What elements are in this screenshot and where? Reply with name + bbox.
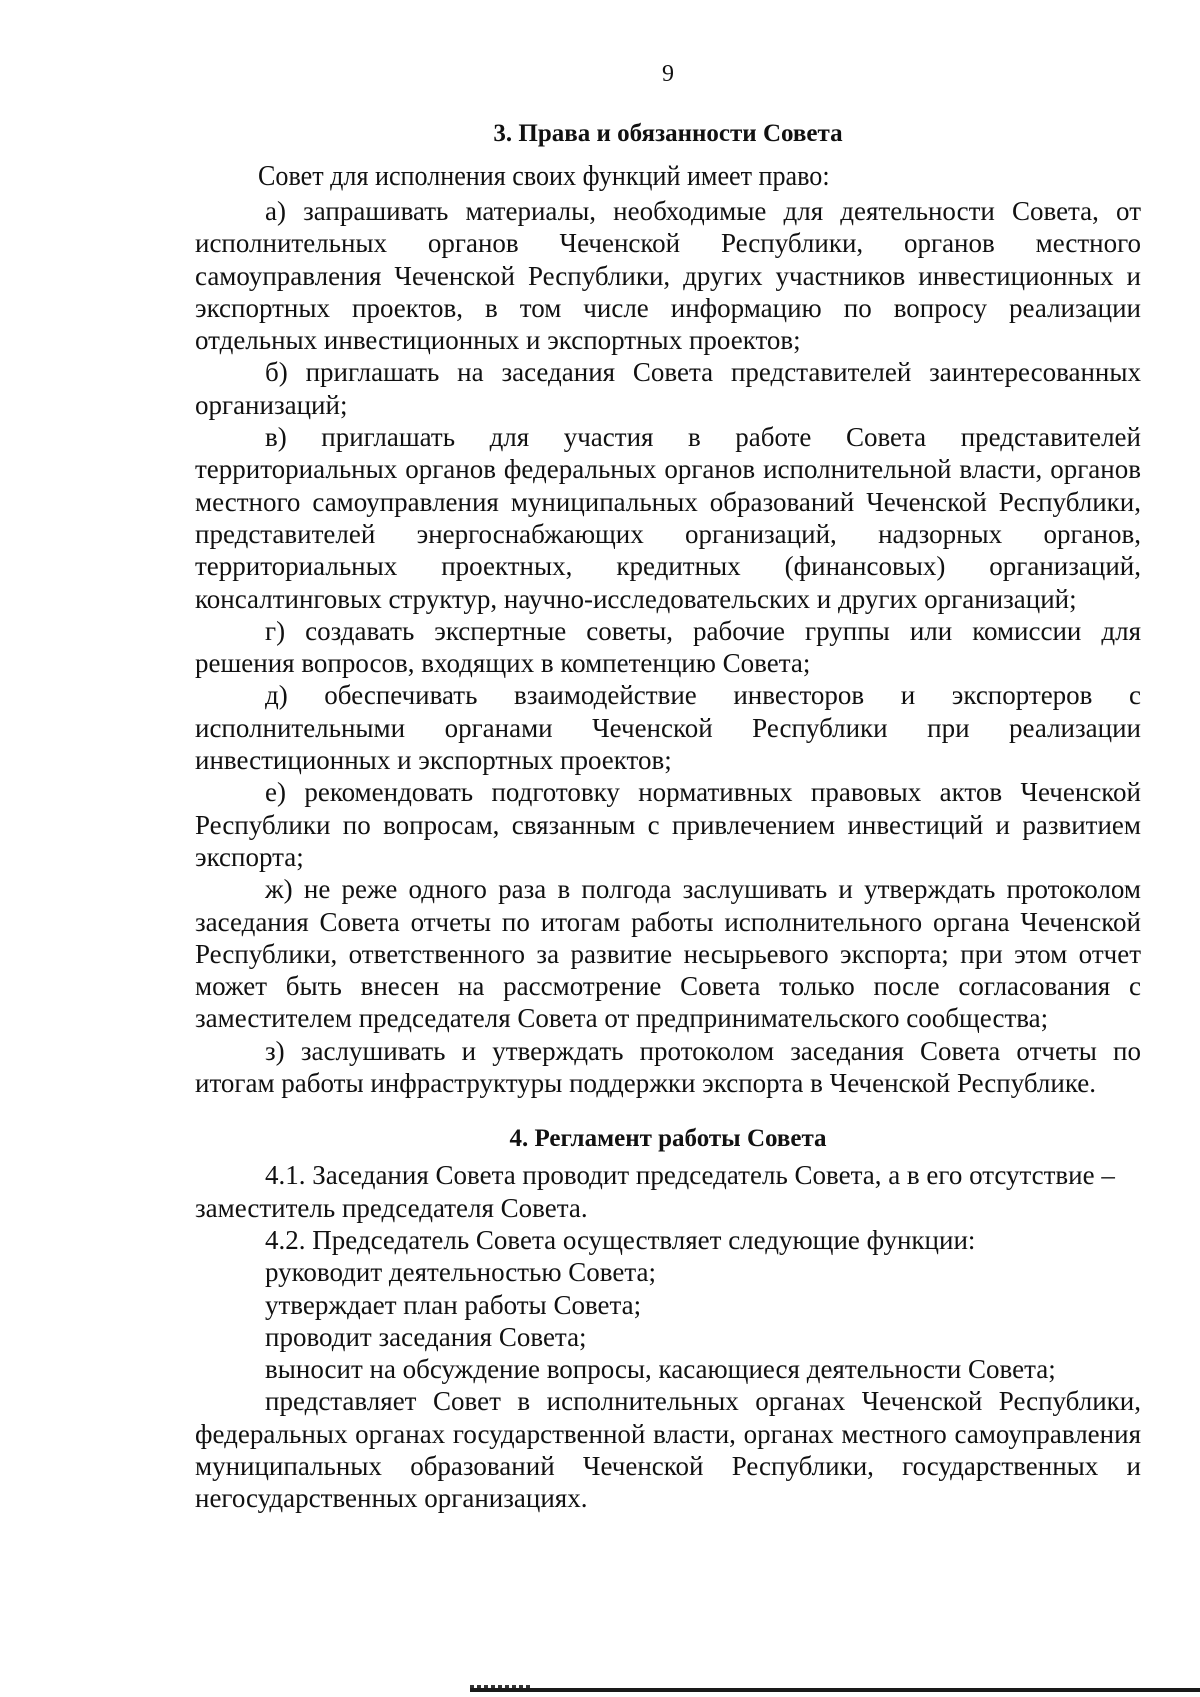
right-item-d: д) обеспечивать взаимодействие инвесторов и экспортеров с исполнительными органами Чеченской Республики при реализации инвестиционных и экспортных проектов; — [195, 680, 1141, 776]
chair-function-4: выносит на обсуждение вопросы, касающиеся деятельности Совета; — [265, 1354, 1056, 1385]
clause-4-1: 4.1. Заседания Совета проводит председатель Совета, а в его отсутствие – заместитель председателя Совета. — [195, 1160, 1115, 1223]
chair-function-5: представляет Совет в исполнительных органах Чеченской Республики, федеральных органах государственной власти, органах местного самоуправления муниципальных образований Чеченской Республики, государственных и негосударственных организациях. — [195, 1386, 1141, 1514]
right-item-g: г) создавать экспертные советы, рабочие группы или комиссии для решения вопросов, входящих в компетенцию Совета; — [195, 615, 1141, 679]
chair-function-1: руководит деятельностью Совета; — [265, 1257, 656, 1288]
right-item-zh: ж) не реже одного раза в полгода заслушивать и утверждать протоколом заседания Совета отчеты по итогам работы исполнительного органа Чеченской Республики, ответственного за развитие несырьевого экспорта; при этом отчет может быть внесен на рассмотрение Совета только после согласования с заместителем председателя Совета от предпринимательского сообщества; — [195, 874, 1141, 1034]
chair-function-3: проводит заседания Совета; — [265, 1321, 587, 1352]
right-item-e: е) рекомендовать подготовку нормативных правовых актов Чеченской Республики по вопросам, связанным с привлечением инвестиций и развитием экспорта; — [195, 777, 1141, 872]
scan-bottom-edge — [470, 1688, 1200, 1692]
section-4-heading: 4. Регламент работы Совета — [509, 1125, 827, 1153]
section-3-heading: 3. Права и обязанности Совета — [493, 120, 843, 147]
right-item-z: з) заслушивать и утверждать протоколом заседания Совета отчеты по итогам работы инфраструктуры поддержки экспорта в Чеченской Республике. — [195, 1035, 1141, 1099]
page-content — [195, 58, 1141, 1515]
chair-function-2: утверждает план работы Совета; — [265, 1289, 642, 1320]
clause-4-2: 4.2. Председатель Совета осуществляет следующие функции: — [265, 1224, 976, 1255]
page-number: 9 — [662, 61, 674, 87]
right-item-b: б) приглашать на заседания Совета представителей заинтересованных организаций; — [195, 357, 1141, 420]
right-item-v: в) приглашать для участия в работе Совета представителей территориальных органов федеральных органов исполнительной власти, органов местного самоуправления муниципальных образований Чеченской Республики, представителей энергоснабжающих организаций, надзорных органов, территориальных проектных, кредитных (финансовых) организаций, консалтинговых структур, научно-исследовательских и других организаций; — [195, 422, 1141, 614]
right-item-a: а) запрашивать материалы, необходимые для деятельности Совета, от исполнительных органов Чеченской Республики, органов местного самоуправления Чеченской Республики, других участников инвестиционных и экспортных проектов, в том числе информацию по вопросу реализации отдельных инвестиционных и экспортных проектов; — [195, 196, 1141, 356]
section-3-intro: Совет для исполнения своих функций имеет право: — [258, 160, 830, 192]
